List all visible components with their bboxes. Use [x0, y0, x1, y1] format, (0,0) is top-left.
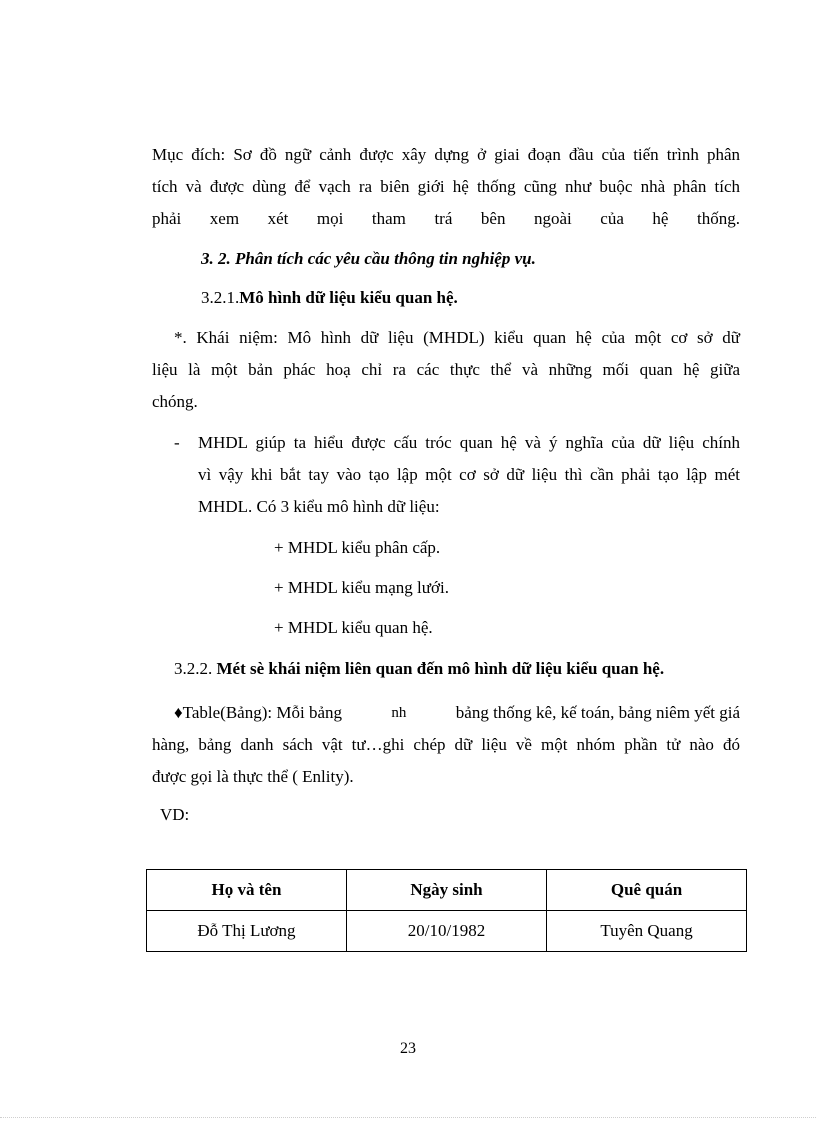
header-date-of-birth: Ngày sinh — [346, 870, 546, 911]
example-table — [146, 869, 747, 952]
table-def-line-1-end: bảng thống kê, kế toán, bảng niêm yết giá — [455, 703, 740, 722]
cell-hometown: Tuyên Quang — [547, 911, 747, 952]
table-def-line-3: được gọi là thực thể ( Enlity). — [152, 767, 354, 786]
dash-item-line-2: vì vậy khi bắt tay vào tạo lập một cơ sở dữ liệu thì cần phải tạo lập mét — [198, 465, 740, 484]
section-heading-3-2-1 — [201, 282, 721, 314]
purpose-line-1: Mục đích: Sơ đồ ngữ cảnh được xây dựng ở giai đoạn đầu của tiến trình phân — [152, 145, 740, 164]
model-type-network: + MHDL kiểu mạng lưới. — [274, 578, 449, 597]
dash-item-line-3: MHDL. Có 3 kiểu mô hình dữ liệu: — [198, 497, 440, 516]
section-heading-3-2-2 — [174, 653, 744, 685]
purpose-line-2: tích và được dùng để vạch ra biên giới hệ thống cũng như buộc nhà phân tích — [152, 177, 740, 196]
table-header-row — [147, 870, 747, 911]
concept-line-3: chóng. — [152, 392, 198, 411]
page-number: 23 — [400, 1040, 416, 1057]
header-full-name: Họ và tên — [147, 870, 347, 911]
model-type-relational: + MHDL kiểu quan hệ. — [274, 618, 433, 637]
purpose-paragraph — [152, 139, 740, 235]
section-title-3-2-1: Mô hình dữ liệu kiểu quan hệ. — [239, 288, 458, 307]
table-def-subscript: nh — [391, 705, 407, 721]
model-type-hierarchical: + MHDL kiểu phân cấp. — [274, 538, 441, 557]
section-number-3-2-1: 3.2.1. — [201, 288, 240, 307]
concept-paragraph — [152, 322, 740, 418]
header-hometown: Quê quán — [547, 870, 747, 911]
section-number-3-2-2: 3.2.2. — [174, 659, 213, 678]
page-bottom-divider — [0, 1117, 816, 1118]
concept-line-2: liệu là một bản phác hoạ chỉ ra các thực thể và những mối quan hệ giữa — [152, 360, 740, 379]
cell-full-name: Đỗ Thị Lương — [147, 911, 347, 952]
example-label: VD: — [160, 805, 190, 824]
table-definition-paragraph — [152, 697, 740, 793]
dash-item-line-1: MHDL giúp ta hiểu được cấu tróc quan hệ và ý nghĩa của dữ liệu chính — [198, 433, 740, 452]
concept-line-1: *. Khái niệm: Mô hình dữ liệu (MHDL) kiểu quan hệ của một cơ sở dữ — [174, 328, 740, 347]
purpose-line-3: phải xem xét mọi tham trá bên ngoài của hệ thống. — [152, 209, 740, 228]
cell-date-of-birth: 20/10/1982 — [346, 911, 546, 952]
table-row — [147, 911, 747, 952]
table-def-line-2: hàng, bảng danh sách vật tư…ghi chép dữ liệu về một nhóm phần tử nào đó — [152, 735, 740, 754]
dash-bullet: - — [174, 433, 180, 452]
section-heading-3-2: 3. 2. Phân tích các yêu cầu thông tin nghiệp vụ. — [201, 249, 536, 268]
table-def-line-1 — [152, 697, 740, 729]
section-title-3-2-2: Mét sè khái niệm liên quan đến mô hình dữ liệu kiểu quan hệ. — [216, 659, 665, 678]
table-def-line-1-start: ♦Table(Bảng): Mỗi bảng — [174, 703, 342, 722]
dash-item-paragraph — [198, 427, 740, 523]
